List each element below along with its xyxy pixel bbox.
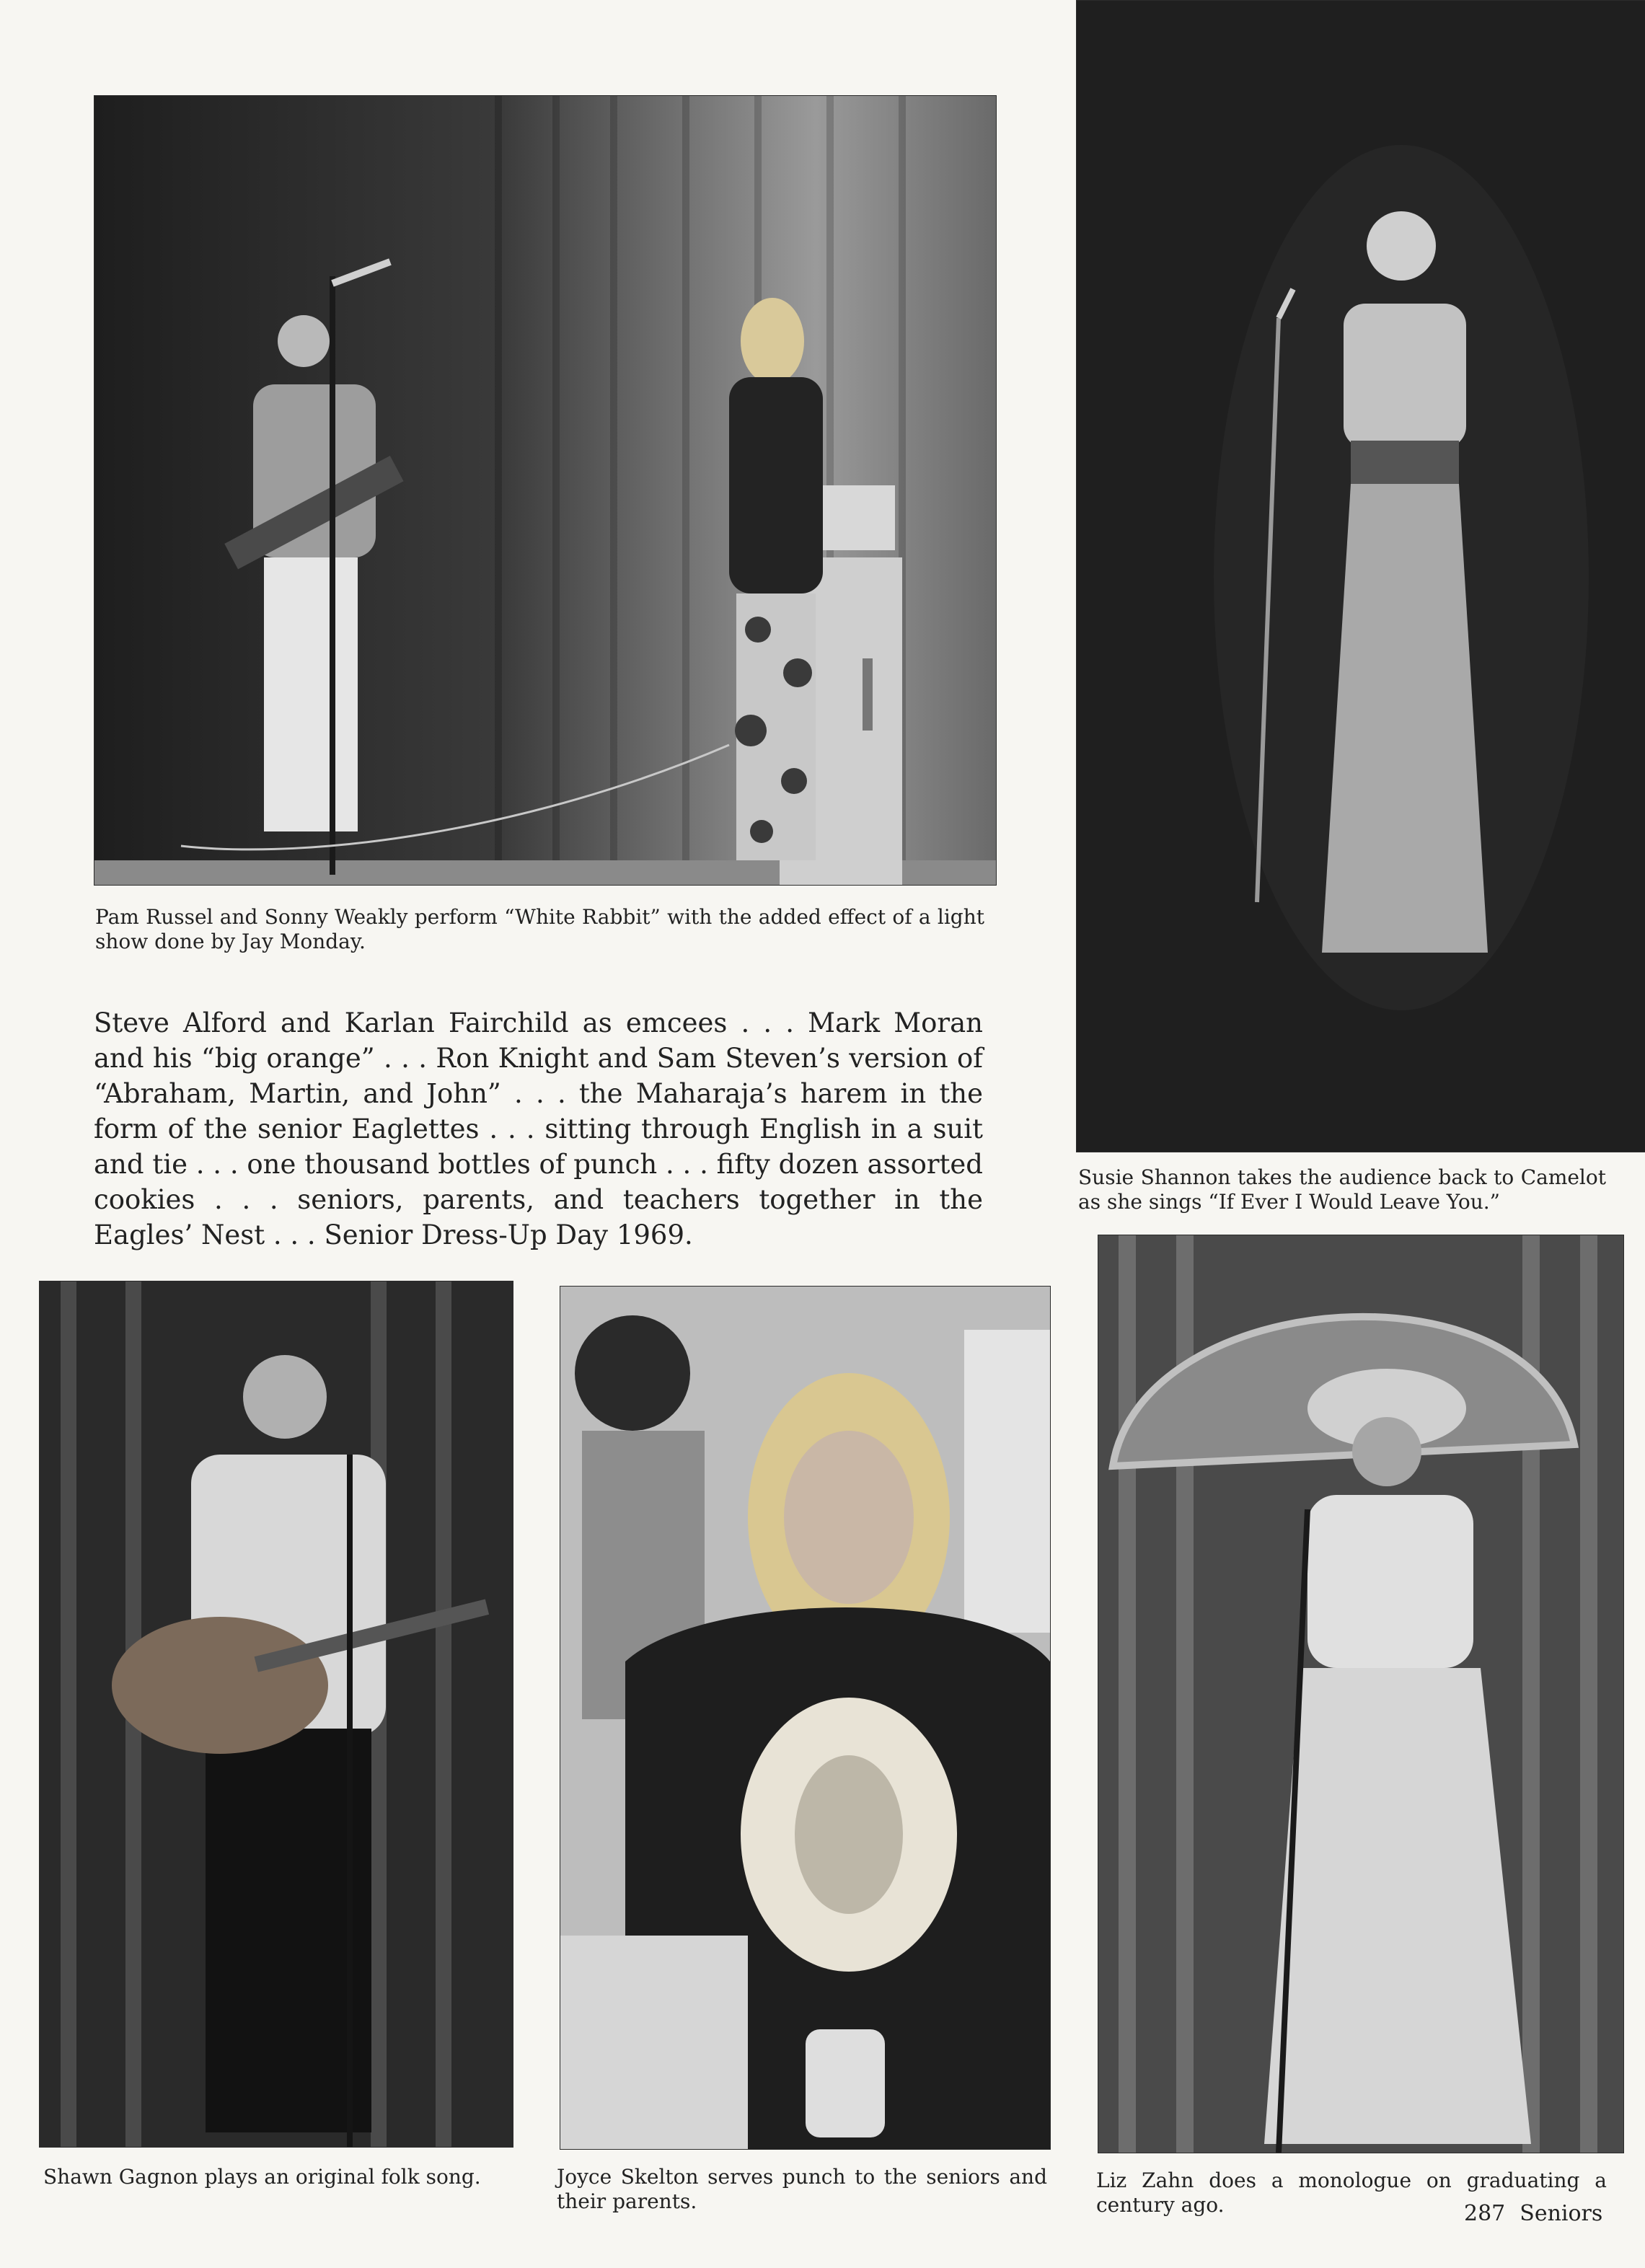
caption-joyce-skelton: Joyce Skelton serves punch to the seniors and their parents. <box>557 2165 1047 2213</box>
section-name: Seniors <box>1520 2201 1603 2226</box>
susie-shannon-image <box>1077 1 1645 1152</box>
band-performance-image <box>94 96 996 885</box>
caption-liz-zahn: Liz Zahn does a monologue on graduating a century ago. <box>1096 2168 1607 2217</box>
page-number: 287 <box>1464 2201 1506 2226</box>
liz-zahn-image <box>1098 1235 1623 2153</box>
page-folio <box>1464 2201 1617 2226</box>
photo-susie-shannon <box>1076 0 1645 1152</box>
joyce-skelton-image <box>560 1287 1050 2149</box>
photo-band-performance <box>94 95 997 886</box>
caption-shawn-gagnon: Shawn Gagnon plays an original folk song. <box>43 2165 481 2189</box>
caption-susie-shannon: Susie Shannon takes the audience back to Camelot as she sings “If Ever I Would Leave You.” <box>1078 1165 1606 1214</box>
photo-joyce-skelton <box>560 1286 1051 2150</box>
shawn-gagnon-image <box>40 1281 513 2147</box>
body-text: Steve Alford and Karlan Fairchild as emcees . . . Mark Moran and his “big orange” . . . Ron Knight and Sam Steven’s version of “Abraham, Martin, and John” . . . the Maharaja’s harem in the form of the senior Eaglettes . . . sitting through English in a suit and tie . . . one thousand bottles of punch . . . fifty dozen assorted cookies . . . seniors, parents, and teachers together in the Eagles’ Nest . . . Senior Dress-Up Day 1969. <box>94 1007 983 1250</box>
photo-liz-zahn <box>1098 1235 1624 2153</box>
photo-shawn-gagnon <box>39 1281 513 2148</box>
caption-band-performance: Pam Russel and Sonny Weakly perform “White Rabbit” with the added effect of a light show done by Jay Monday. <box>95 905 984 953</box>
